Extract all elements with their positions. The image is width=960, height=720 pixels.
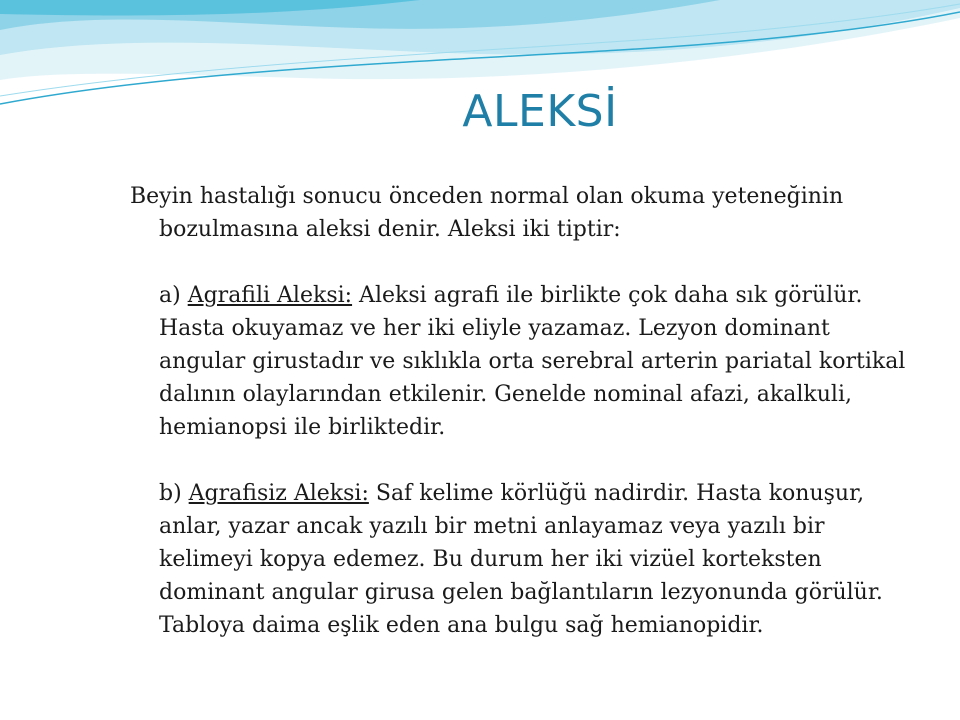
list-item-agrafisiz bbox=[130, 477, 910, 642]
intro-paragraph: Beyin hastalığı sonucu önceden normal olan okuma yeteneğinin bozulmasına aleksi denir. Aleksi iki tiptir: bbox=[130, 184, 844, 242]
slide-title: ALEKSİ bbox=[462, 86, 618, 137]
item-term: Agrafisiz Aleksi: bbox=[188, 481, 369, 506]
slide-body bbox=[130, 180, 910, 642]
item-marker: b) bbox=[159, 481, 182, 506]
item-marker: a) bbox=[159, 283, 181, 308]
item-text: Saf kelime körlüğü nadirdir. Hasta konuşur, anlar, yazar ancak yazılı bir metni anlayamaz veya yazılı bir kelimeyi kopya edemez. Bu durum her iki vizüel korteksten dominant angular girusa gelen bağlantıların lezyonunda görülür. Tabloya daima eşlik eden ana bulgu sağ hemianopidir. bbox=[159, 481, 883, 638]
item-text: Aleksi agrafi ile birlikte çok daha sık görülür. Hasta okuyamaz ve her iki eliyle yazamaz. Lezyon dominant angular girustadır ve sıklıkla orta serebral arterin pariatal kortikal dalının olaylarından etkilenir. Genelde nominal afazi, akalkuli, hemianopsi ile birliktedir. bbox=[159, 283, 906, 440]
item-term: Agrafili Aleksi: bbox=[187, 283, 353, 308]
list-item-agrafili bbox=[130, 279, 910, 444]
